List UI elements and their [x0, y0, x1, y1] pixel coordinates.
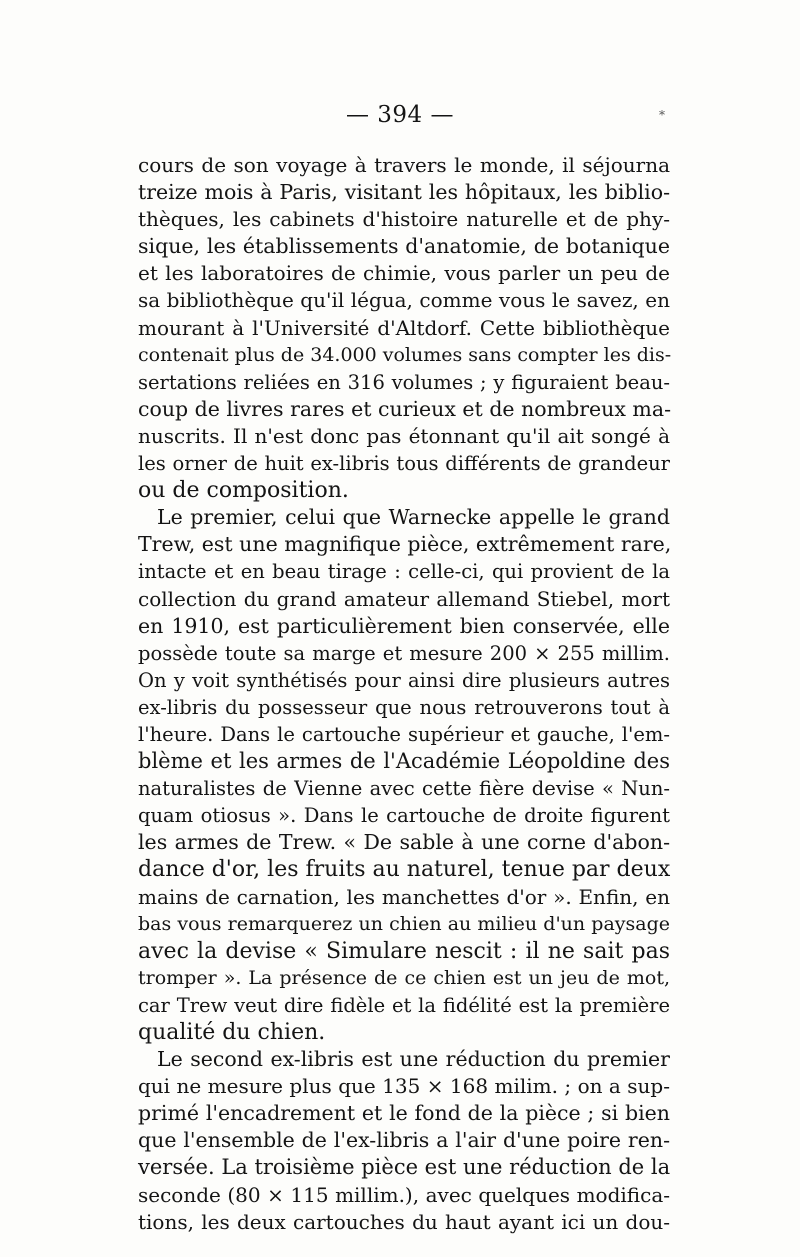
text-line: ou de composition. — [138, 478, 349, 504]
text-line: naturalistes de Vienne avec cette fière devise « Nun- — [138, 777, 670, 801]
text-line: tions, les deux cartouches du haut ayant ici un dou- — [138, 1209, 670, 1234]
text-line: tromper ». La présence de ce chien est un jeu de mot, — [138, 966, 670, 989]
text-line: les orner de huit ex-libris tous différents de grandeur — [138, 452, 670, 476]
text-line: Trew, est une magnifique pièce, extrêmement rare, — [138, 532, 672, 557]
text-line: coup de livres rares et curieux et de nombreux ma- — [138, 396, 671, 421]
text-line: Le second ex-libris est une réduction du premier — [157, 1047, 670, 1072]
text-line: en 1910, est particulièrement bien conservée, elle — [138, 613, 670, 638]
text-line: qui ne mesure plus que 135 × 168 milim. ; on a sup- — [138, 1074, 670, 1099]
page-number: — 394 — — [345, 102, 455, 128]
text-line: possède toute sa marge et mesure 200 × 255 millim. — [138, 641, 670, 665]
text-line: mourant à l'Université d'Altdorf. Cette bibliothèque — [138, 315, 670, 340]
text-line: cours de son voyage à travers le monde, il séjourna — [138, 153, 670, 177]
text-line: sique, les établissements d'anatomie, de botanique — [138, 234, 670, 259]
text-line: blème et les armes de l'Académie Léopoldine des — [138, 749, 670, 774]
text-line: Le premier, celui que Warnecke appelle le grand — [157, 505, 670, 530]
text-line: mains de carnation, les manchettes d'or ». Enfin, en — [138, 884, 670, 909]
text-line: nuscrits. Il n'est donc pas étonnant qu'il ait songé à — [138, 423, 670, 448]
text-line: dance d'or, les fruits au naturel, tenue par deux — [138, 857, 671, 883]
text-line: primé l'encadrement et le fond de la pièce ; si bien — [138, 1101, 670, 1126]
text-line: que l'ensemble de l'ex-libris a l'air d'une poire ren- — [138, 1128, 670, 1153]
text-line: versée. La troisième pièce est une réduction de la — [138, 1155, 671, 1180]
text-line: contenait plus de 34.000 volumes sans compter les dis- — [138, 343, 672, 366]
text-line: collection du grand amateur allemand Stiebel, mort — [138, 586, 670, 611]
text-line: thèques, les cabinets d'histoire naturelle et de phy- — [138, 207, 670, 232]
body-text — [138, 152, 670, 1236]
text-line: intacte et en beau tirage : celle-ci, qui provient de la — [138, 560, 670, 584]
text-line: avec la devise « Simulare nescit : il ne sait pas — [138, 938, 670, 964]
ink-speck: * — [659, 108, 665, 122]
text-line: On y voit synthétisés pour ainsi dire plusieurs autres — [138, 668, 670, 692]
text-line: bas vous remarquerez un chien au milieu d'un paysage — [138, 912, 670, 935]
text-line: l'heure. Dans le cartouche supérieur et gauche, l'em- — [138, 722, 670, 746]
text-line: car Trew veut dire fidèle et la fidélité est la première — [138, 993, 670, 1017]
text-line: les armes de Trew. « De sable à une corne d'abon- — [138, 830, 670, 855]
text-line: seconde (80 × 115 millim.), avec quelques modifica- — [138, 1182, 670, 1207]
text-line: ex-libris du possesseur que nous retrouverons tout à — [138, 695, 670, 719]
text-line: sertations reliées en 316 volumes ; y figuraient beau- — [138, 370, 670, 394]
text-line: et les laboratoires de chimie, vous parler un peu de — [138, 261, 670, 286]
text-line: qualité du chien. — [138, 1020, 326, 1045]
text-line: quam otiosus ». Dans le cartouche de droite figurent — [138, 804, 670, 828]
text-line: sa bibliothèque qu'il légua, comme vous le savez, en — [138, 288, 670, 313]
text-line: treize mois à Paris, visitant les hôpitaux, les biblio- — [138, 180, 670, 205]
